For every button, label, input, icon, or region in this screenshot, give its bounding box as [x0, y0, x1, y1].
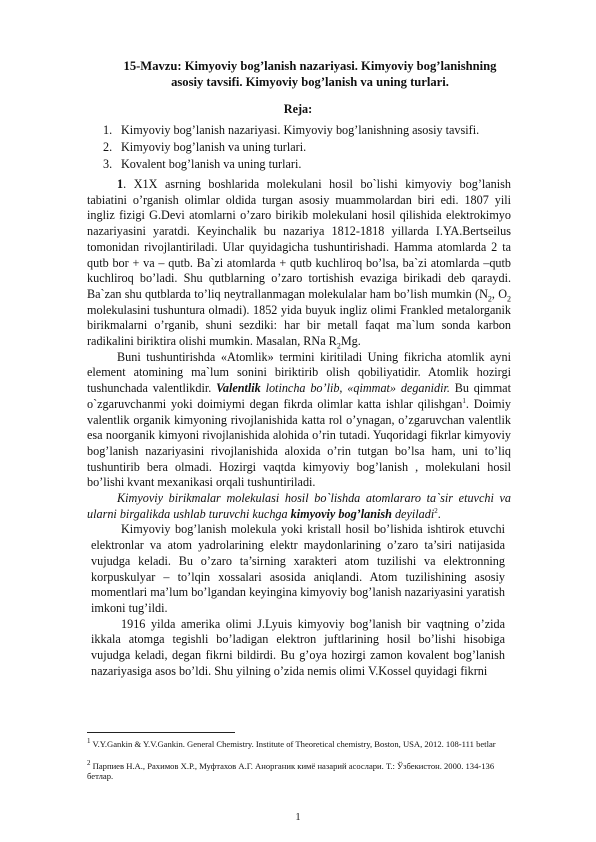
- plan-item: [103, 139, 479, 156]
- document-body: [87, 177, 511, 680]
- paragraph-text: . Doimiy valentlik organik kimyoning rivojlanishida katta rol o’ynagan, o’zgaruvchan valentlik esa noorganik kimyoni rivojlanishida alohida o’rin tutadi. Yuqoridagi fikrlar kimyoviy bog’lanish nazariyasini rivojlanishida aloxida o’rin tutgan bo’lsa ham, uni to’liq tushuntirib bera olmadi. Hozirgi vaqtda kimyoviy bog’lanish , molekulani hosil bo’lishi kvant mexanikasi orqali tushuntiriladi.: [87, 396, 511, 490]
- plan-item: [103, 122, 479, 139]
- paragraph-text: , O: [491, 286, 507, 301]
- paragraph-2: [87, 350, 511, 491]
- paragraph-5: 1916 yilda amerika olimi J.Lyuis kimyoviy bog’lanish bir vaqtning o’zida ikkala atomga tegishli bo’ladigan elektron juftlarining hosil bo’lishi hisobiga vujudga keladi, degan fikrni bildirdi. Bu g’oya hozirgi zamon kovalent bog’lanish nazariyasiga asos bo’ldi. Shu yilning o’zida nemis olimi V.Kossel quyidagi fikrni: [91, 616, 505, 678]
- paragraph-text: Bu qimmat o`zgaruvchanmi yoki doimiymi degan fikrda olimlar katta ishlar qilishgan: [87, 381, 511, 411]
- subscript: 2: [336, 341, 341, 351]
- section-number: 1: [117, 177, 124, 191]
- plan-list: [103, 122, 479, 173]
- paragraph-1: [87, 177, 511, 350]
- plan-item-text: Kimyoviy bog’lanish nazariyasi. Kimyoviy bog’lanishning asosiy tavsifi.: [121, 123, 480, 137]
- plan-item-text: Kovalent bog’lanish va uning turlari.: [121, 157, 302, 171]
- plan-item-number: 3.: [103, 157, 113, 171]
- footnote-ref[interactable]: 2: [434, 506, 438, 515]
- subscript: 2: [507, 294, 511, 304]
- paragraph-text: molekulasini tushuntura olmadi). 1852 yida buyuk ingliz olimi Frankled metalorganik birikmalarni o’rganib, shuni sezdiki: har bir metall faqat ma`lum sonda karbon radikalini biriktira olishi mumkin. Masalan, RNa R: [87, 302, 511, 349]
- italic-text: lotincha bo’lib, «qimmat» deganidir.: [260, 381, 450, 396]
- footnote-1: [87, 739, 519, 749]
- footnote-divider: [87, 732, 235, 733]
- footnote-mark: 2: [87, 759, 91, 768]
- plan-heading: Reja:: [283, 102, 313, 116]
- paragraph-text: . X1X asrning boshlarida molekulani hosil bo`lishi kimyoviy bog’lanish tabiatini o’rganish olimlar oldida turgan asosiy muammolardan biri edi. 1807 yili ingliz fizigi G.Devi atomlarni o’zaro birikib molekulani hosil qilishida elektrokimyo nazariyasini yaratdi. Keyinchalik bu nazariya 1812-1818 yillarda I.YA.Bertseilus tomonidan rivojlantiriladi. Ular quyidagicha tushuntirishadi. Hamma atomlarda 2 ta qutb bor + va – qutb. Ba`zi atomlarda + qutb kuchliroq bo’lsa, ba`zi atomlarda –qutb kuchliroq bo’ladi. Shu qutblarning o’zaro tortishish evaziga birikadi deb qaraydi. Ba`zan shu qutblarda to’liq neytrallanmagan molekulalar ham bo’lish mumkin (N: [87, 177, 511, 301]
- footnote-mark: 1: [87, 737, 91, 746]
- footnote-ref[interactable]: 1: [462, 396, 466, 405]
- paragraph-4: Kimyoviy bog’lanish molekula yoki kristall hosil bo’lishida ishtirok etuvchi elektronlar va atom yadrolarining elektr maydonlarining o’zaro ta’siri natijasida vujudga keladi. Bu o’zaro ta’sirning xarakteri atom tuzilishi va elektronning korpuskulyar – to’lqin xossalari asosida aniqlandi. Atom tuzilishining asosiy momentlari ma’lum bo’lgandan keyingina kimyoviy bog’lanish nazariyasini yaratish imkoni tug’ildi.: [91, 522, 505, 615]
- plan-item-text: Kimyoviy bog’lanish va uning turlari.: [121, 140, 307, 154]
- footnote-text: Парпиев Н.А., Рахимов Х.Р., Муфтахов А.Г. Анорганик кимё назарий асослари. Т.: Ўзбекистон. 2000. 134-136 бетлар.: [87, 761, 495, 781]
- paragraph-text: Buni tushuntirishda «Atomlik» termini kiritiladi Uning fikricha atomlik ayni element atomining ma`lum sonini biriktirib olish qobiliyatidir. Atomlik hozirgi tushunchada valentlikdir.: [87, 349, 511, 396]
- paragraph-text: Mg.: [340, 334, 361, 349]
- page-number: 1: [295, 812, 301, 823]
- paragraph-3: [87, 491, 511, 522]
- plan-item-number: 2.: [103, 140, 113, 154]
- subscript: 2: [487, 294, 492, 304]
- italic-text: Kimyoviy birikmalar molekulasi hosil bo`lishda atomlararo ta`sir etuvchi va ularni birgalikda ushlab turuvchi kuchga: [87, 491, 511, 521]
- plan-item: [103, 156, 479, 173]
- paragraph-text: .: [437, 506, 441, 521]
- footnote-2: [87, 761, 519, 781]
- footnote-text: V.Y.Gankin & Y.V.Gankin. General Chemistry. Institute of Theoretical chemistry, Boston, USA, 2012. 108-111 betlar: [92, 739, 496, 749]
- title-line-1: 15-Mavzu: Kimyoviy bog’lanish nazariyasi. Kimyoviy bog’lanishning: [123, 59, 497, 73]
- plan-item-number: 1.: [103, 123, 113, 137]
- italic-text: deyiladi: [391, 506, 435, 521]
- defined-term: Valentlik: [216, 381, 261, 396]
- title-line-2: asosiy tavsifi. Kimyoviy bog’lanish va uning turlari.: [171, 75, 449, 89]
- defined-term: kimyoviy bog’lanish: [290, 506, 392, 521]
- page-title: [100, 58, 520, 90]
